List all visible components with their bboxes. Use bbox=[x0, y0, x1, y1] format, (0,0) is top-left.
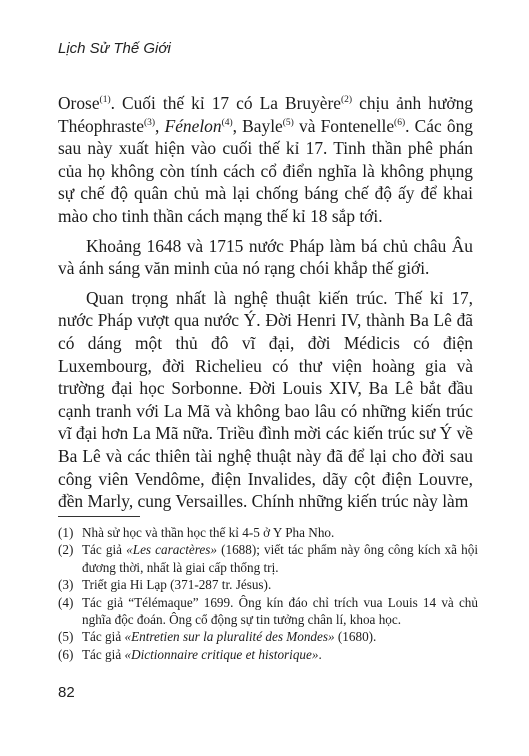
footnote-text-run: Tác giả “Télémaque” 1699. Ông kín đáo chỉ trích vua Louis 14 và chủ nghĩa độc đoán. Ông cổ động sự tin tưởng chân lí, khoa học. bbox=[82, 594, 478, 628]
footnote-ref-5: (5) bbox=[282, 117, 294, 128]
body-text bbox=[58, 92, 473, 513]
italic-name: Fénelon bbox=[164, 115, 222, 136]
footnote-text-run: Triết gia Hi Lạp (371-287 tr. Jésus). bbox=[82, 577, 272, 593]
footnote-number: (6) bbox=[58, 646, 74, 662]
text-run: và Fontenelle bbox=[293, 115, 395, 136]
footnote-4 bbox=[58, 594, 478, 629]
footnote-text-run: Tác giả bbox=[82, 542, 127, 558]
footnote-number: (2) bbox=[58, 542, 74, 558]
footnote-ref-3: (3) bbox=[143, 117, 156, 128]
text-run: . Các ông sau này xuất hiện vào cuối thế kỉ 17. Tinh thần phê phán của họ không còn tính cách cổ điển nghĩa là không phụng sự chế độ quân chủ mà lại chống báng chế độ ấy để khai mào cho tinh thần cách mạng thế kỉ 18 sắp tới. bbox=[58, 115, 473, 226]
paragraph-1 bbox=[58, 92, 473, 228]
footnote-number: (1) bbox=[58, 525, 74, 540]
footnote-ref-1: (1) bbox=[99, 95, 111, 106]
footnote-text bbox=[82, 628, 478, 645]
footnote-number: (5) bbox=[58, 629, 74, 645]
text-run: chịu ảnh hưởng Théophraste bbox=[58, 93, 473, 136]
footnote-divider bbox=[58, 516, 140, 517]
text-run: , Bayle bbox=[232, 115, 283, 136]
footnote-title: «Entretien sur la pluralité des Mondes» bbox=[124, 629, 335, 645]
footnote-text bbox=[82, 541, 478, 576]
running-head: Lịch Sử Thế Giới bbox=[58, 40, 171, 57]
paragraph-2: Khoảng 1648 và 1715 nước Pháp làm bá chủ châu Âu và ánh sáng văn minh của nó rạng chói khắp thế giới. bbox=[58, 235, 473, 279]
footnote-ref-6: (6) bbox=[394, 117, 406, 128]
footnote-title: «Les caractères» bbox=[126, 542, 217, 558]
footnote-text bbox=[82, 524, 478, 541]
footnote-6 bbox=[58, 646, 478, 663]
footnote-text-run: Tác giả bbox=[82, 646, 125, 662]
footnote-number: (3) bbox=[58, 577, 74, 593]
footnote-text bbox=[82, 576, 478, 593]
footnote-ref-2: (2) bbox=[341, 95, 353, 106]
page-number: 82 bbox=[58, 684, 75, 701]
text-run: Orose bbox=[58, 93, 100, 113]
footnote-text-run: . bbox=[318, 646, 322, 662]
text-run: . Cuối thế kỉ 17 có La Bruyère bbox=[110, 93, 342, 113]
footnote-text-run: Nhà sử học và thần học thế kỉ 4-5 ở Y Pha Nho. bbox=[82, 525, 335, 540]
footnotes bbox=[58, 524, 478, 663]
footnote-text bbox=[82, 646, 478, 663]
footnote-text-run: Tác giả bbox=[82, 629, 125, 645]
footnote-5 bbox=[58, 628, 478, 645]
footnote-2 bbox=[58, 541, 478, 576]
footnote-text-run: (1680). bbox=[334, 629, 377, 645]
footnote-title: «Dictionnaire critique et historique» bbox=[124, 646, 319, 662]
footnote-number: (4) bbox=[58, 594, 74, 610]
text-run: , bbox=[155, 115, 165, 136]
footnote-3 bbox=[58, 576, 478, 593]
footnote-ref-4: (4) bbox=[221, 117, 233, 128]
footnote-text-run: (1688); viết tác phẩm này ông công kích xã hội đương thời, nhất là giai cấp thống trị. bbox=[82, 542, 478, 575]
footnote-text bbox=[82, 594, 478, 629]
footnote-1 bbox=[58, 524, 478, 541]
paragraph-3: Quan trọng nhất là nghệ thuật kiến trúc. Thế kỉ 17, nước Pháp vượt qua nước Ý. Đời Henri IV, thành Ba Lê đã có dáng một thủ đô vĩ đại, đời Médicis có điện Luxembourg, đời Richelieu có thư viện hoàng gia và trường đại học Sorbonne. Đời Louis XIV, Ba Lê bắt đầu cạnh tranh với La Mã và không bao lâu có những kiến trúc vĩ đại hơn La Mã nữa. Triều đình mời các kiến trúc sư Ý về Ba Lê và các thiên tài nghệ thuật này đã để lại cho đời sau công viên Vendôme, điện Invalides, dãy cột điện Louvre, đền Marly, cung Versailles. Chính những kiến trúc này làm bbox=[58, 287, 473, 512]
